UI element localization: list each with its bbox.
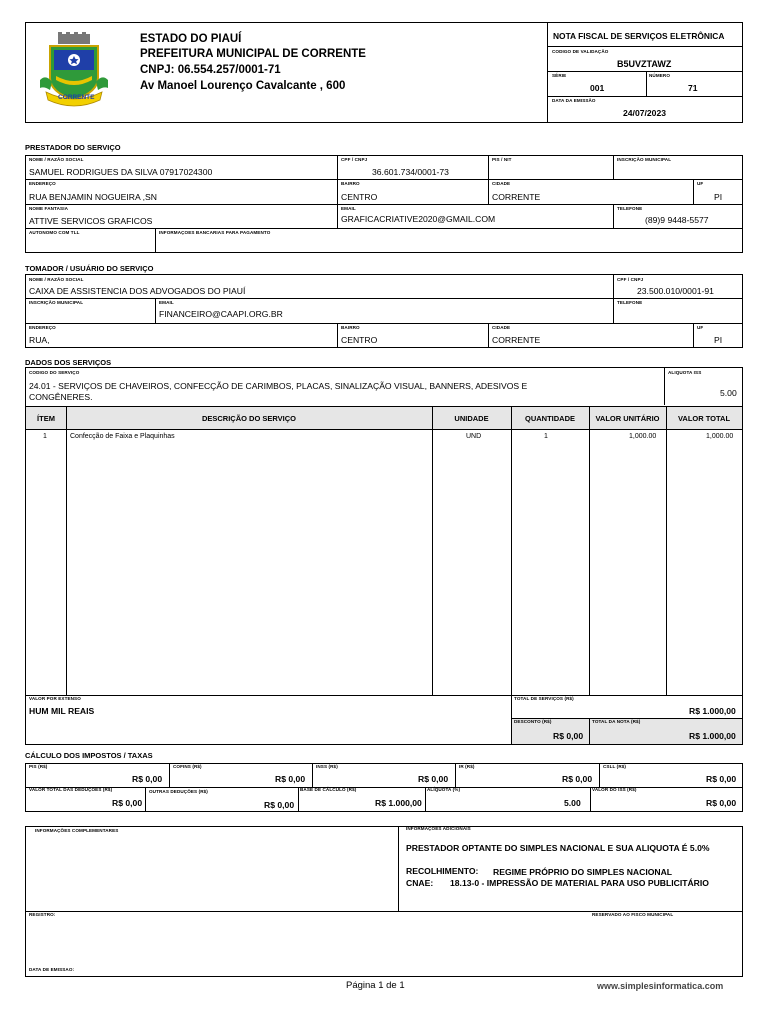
prestador-cpf-label: CPF / CNPJ <box>341 157 368 162</box>
emission-date-label: DATA DE EMISSAO: <box>29 967 75 972</box>
municipal-coat-of-arms-logo <box>40 30 108 108</box>
recolhimento-label: RECOLHIMENTO: <box>406 866 479 876</box>
tomador-cpf-label: CPF / CNPJ <box>617 277 644 282</box>
prestador-trade-name: ATTIVE SERVICOS GRAFICOS <box>29 216 153 226</box>
prestador-city: CORRENTE <box>492 192 541 202</box>
impostos-section-title: CÁLCULO DOS IMPOSTOS / TAXAS <box>25 751 153 760</box>
tomador-name-label: NOME / RAZÃO SOCIAL <box>29 277 84 282</box>
amount-in-words: HUM MIL REAIS <box>29 706 95 716</box>
tax-rate-label: ALÍQUOTA (%) <box>427 787 461 792</box>
additional-info-label: INFORMAÇÕES ADICIONAIS <box>406 826 471 831</box>
row-unit-price: 1,000.00 <box>629 433 657 440</box>
prestador-city-label: CIDADE <box>492 181 511 186</box>
state-name: ESTADO DO PIAUÍ <box>140 33 242 45</box>
col-item: ÍTEM <box>37 414 55 423</box>
inss-label: INSS (R$) <box>316 764 338 769</box>
deductions-value: R$ 0,00 <box>112 798 143 808</box>
tomador-city-label: CIDADE <box>492 325 511 330</box>
tax-base-label: BASE DE CÁLCULO (R$) <box>300 787 357 792</box>
simples-nacional-note: PRESTADOR OPTANTE DO SIMPLES NACIONAL E SUA ALIQUOTA É 5.0% <box>406 843 710 853</box>
prestador-cpf: 36.601.734/0001-73 <box>372 167 449 177</box>
cofins-label: COFINS (R$) <box>173 764 202 769</box>
validation-code-label: CODIGO DE VALIDAÇÃO <box>552 49 609 54</box>
aliquota-iss: 5.00 <box>720 388 737 398</box>
row-item: 1 <box>43 433 47 440</box>
col-unit-price: VALOR UNITÁRIO <box>595 414 660 423</box>
col-total: VALOR TOTAL <box>677 414 731 423</box>
numero-label: NÚMERO <box>649 73 671 78</box>
validation-code: B5UVZTAWZ <box>617 59 672 69</box>
prestador-pis-label: PIS / NIT <box>492 157 512 162</box>
csll-label: CSLL (R$) <box>603 764 627 769</box>
page-number: Página 1 de 1 <box>346 980 405 991</box>
tomador-city: CORRENTE <box>492 335 541 345</box>
tomador-address-label: ENDEREÇO <box>29 325 56 330</box>
tomador-cpf: 23.500.010/0001-91 <box>637 286 714 296</box>
tomador-email: FINANCEIRO@CAAPI.ORG.BR <box>159 309 283 319</box>
row-unit: UND <box>466 433 482 440</box>
cnae-label: CNAE: <box>406 878 434 888</box>
serie-label: SÉRIE <box>552 73 567 78</box>
row-quantity: 1 <box>544 433 548 440</box>
pis-label: PIS (R$) <box>29 764 48 769</box>
prefecture-address: Av Manoel Lourenço Cavalcante , 600 <box>140 80 346 92</box>
other-deductions-value: R$ 0,00 <box>264 800 295 810</box>
col-description: DESCRIÇÃO DO SERVIÇO <box>201 414 297 423</box>
tomador-uf-label: UF <box>697 325 704 330</box>
discount-label: DESCONTO (R$) <box>514 719 552 724</box>
prestador-name-label: NOME / RAZÃO SOCIAL <box>29 157 84 162</box>
prestador-section-title: PRESTADOR DO SERVIÇO <box>25 143 121 152</box>
nfse-title: NOTA FISCAL DE SERVIÇOS ELETRÔNICA <box>553 31 725 41</box>
cofins-value: R$ 0,00 <box>275 774 306 784</box>
total-services: R$ 1.000,00 <box>689 706 736 716</box>
inss-value: R$ 0,00 <box>418 774 449 784</box>
prestador-bank-info-label: INFORMAÇOES BANCARIAS PARA PAGAMENTO <box>159 230 271 235</box>
recolhimento-value: REGIME PRÓPRIO DO SIMPLES NACIONAL <box>493 867 673 877</box>
service-code-line1: 24.01 - SERVIÇOS DE CHAVEIROS, CONFECÇÃO DE CARIMBOS, PLACAS, SINALIZAÇÃO VISUAL, BANNERS, ADESIVOS E <box>29 381 528 391</box>
ir-label: IR (R$) <box>459 764 475 769</box>
row-description: Confecção de Faixa e Plaquinhas <box>70 433 175 440</box>
service-code-label: CODIGO DO SERVIÇO <box>29 370 80 375</box>
prestador-email-label: EMAIL <box>341 206 356 211</box>
tomador-email-label: EMAIL <box>159 300 174 305</box>
prestador-address: RUA BENJAMIN NOGUEIRA ,SN <box>29 192 157 202</box>
deductions-label: VALOR TOTAL DAS DEDUÇÕES (R$) <box>29 787 113 792</box>
row-total: 1,000.00 <box>706 433 734 440</box>
complementary-info-label: INFORMAÇÕES COMPLEMENTARES <box>35 828 119 833</box>
csll-value: R$ 0,00 <box>706 774 737 784</box>
prestador-autonomo-label: AUTONOMO COM TLL <box>29 230 80 235</box>
pis-value: R$ 0,00 <box>132 774 163 784</box>
iss-value: R$ 0,00 <box>706 798 737 808</box>
tomador-section-title: TOMADOR / USUÁRIO DO SERVIÇO <box>25 264 154 273</box>
col-unit: UNIDADE <box>454 414 489 423</box>
issue-date-label: DATA DA EMISSÃO <box>552 98 596 103</box>
tomador-uf: PI <box>714 335 723 345</box>
total-invoice-label: TOTAL DA NOTA (R$) <box>592 719 641 724</box>
discount: R$ 0,00 <box>553 731 584 741</box>
iss-value-label: VALOR DO ISS (R$) <box>592 787 637 792</box>
prestador-trade-name-label: NOME FANTASIA <box>29 206 68 211</box>
issue-date: 24/07/2023 <box>623 108 667 118</box>
prestador-email: GRAFICACRIATIVE2020@GMAIL.COM <box>341 214 496 224</box>
prestador-bairro-label: BAIRRO <box>341 181 360 186</box>
prestador-insc-label: INSCRIÇÃO MUNICIPAL <box>617 157 672 162</box>
tomador-name: CAIXA DE ASSISTENCIA DOS ADVOGADOS DO PIAUÍ <box>29 286 246 296</box>
tax-rate-value: 5.00 <box>564 798 581 808</box>
total-invoice: R$ 1.000,00 <box>689 731 736 741</box>
prefecture-cnpj: CNPJ: 06.554.257/0001-71 <box>140 64 281 76</box>
registro-label: REGISTRO: <box>29 912 56 917</box>
prestador-uf-label: UF <box>697 181 704 186</box>
prestador-uf: PI <box>714 192 723 202</box>
prefecture-name: PREFEITURA MUNICIPAL DE CORRENTE <box>140 48 366 60</box>
tomador-bairro: CENTRO <box>341 335 378 345</box>
other-deductions-label: OUTRAS DEDUÇÕES (R$) <box>149 789 208 794</box>
website-link[interactable]: www.simplesinformatica.com <box>597 981 724 991</box>
servicos-section-title: DADOS DOS SERVIÇOS <box>25 358 112 367</box>
col-quantity: QUANTIDADE <box>525 414 575 423</box>
reserved-fisco-label: RESERVADO AO FISCO MUNICIPAL <box>592 912 674 917</box>
prestador-bairro: CENTRO <box>341 192 378 202</box>
tomador-phone-label: TELEFONE <box>617 300 643 305</box>
amount-in-words-label: VALOR POR EXTENSO <box>29 696 81 701</box>
tomador-insc-label: INSCRIÇÃO MUNICIPAL <box>29 300 84 305</box>
prestador-phone: (89)9 9448-5577 <box>645 215 709 225</box>
service-code-line2: CONGÊNERES. <box>29 392 93 402</box>
serie-value: 001 <box>590 83 605 93</box>
aliquota-iss-label: ALIQUOTA ISS <box>668 370 702 375</box>
prestador-name: SAMUEL RODRIGUES DA SILVA 07917024300 <box>29 167 213 177</box>
tax-base-value: R$ 1.000,00 <box>375 798 422 808</box>
tomador-bairro-label: BAIRRO <box>341 325 360 330</box>
tomador-address: RUA, <box>29 335 50 345</box>
ir-value: R$ 0,00 <box>562 774 593 784</box>
logo-banner-text: CORRENTE <box>58 94 95 101</box>
prestador-address-label: ENDEREÇO <box>29 181 56 186</box>
total-services-label: TOTAL DE SERVIÇOS (R$) <box>514 696 574 701</box>
cnae-value: 18.13-0 - IMPRESSÃO DE MATERIAL PARA USO PUBLICITÁRIO <box>450 878 709 888</box>
numero-value: 71 <box>688 83 698 93</box>
prestador-phone-label: TELEFONE <box>617 206 643 211</box>
